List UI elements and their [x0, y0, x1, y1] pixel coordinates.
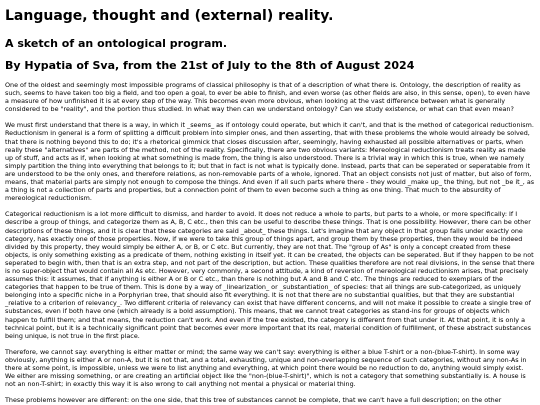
body-paragraph: Therefore, we cannot say: everything is either matter or mind; the same way we can't say: everything is either a blue T-shirt or a non-(blue-T-shirt). In some way obviously, anything is either A or non-A, but it is not that, and a total, exhausting, unique and non-overlapping sequence of such categories, without any non-As in there at some point, is impossible, unless we were to list anything and everything, at which point there would be no reduction to do, anything would simply exist. We either are missing something, or are creating an artificial object like the "non-(blue-T-shirt)", which is not a category that something substantially is. A house is not an non-T-shirt; in exactly this way it is also wrong to call anything not mental a physical or material thing. [5, 347, 527, 389]
body-paragraph: One of the oldest and seemingly most impossible programs of classical philosophy is that of a description of what there is. Ontology, the description of reality as such, seems to have taken too big a field, and too open a goal, to ever be able to finish, and even worse (as other fields are also, in this sense, open), to even have a measure of how unfinished it is at every step of the way. This becomes even more obvious, when looking at the vast difference between what is generally considered to be "reality", and the portion thus studied. In what way then can we understand ontology? Can we study existence, or what can that even mean? [5, 81, 530, 114]
body-paragraph: These problems however are different: on the one side, that this tree of substances cannot be complete, that we can't have a full description; on the other [5, 396, 502, 405]
document-byline: By Hypatia of Sva, from the 21st of July to the 8th of August 2024 [5, 59, 415, 72]
body-paragraph: Categorical reductionism is a lot more difficult to dismiss, and harder to avoid. It does not reduce a whole to parts, but parts to a whole, or more specifically: If I describe a group of things, and categorize them as A, B, C etc., then this can be useful to describe these things. That is one possibility. However, there can be other descriptions of these things, and it is clear that these categories are said _about_ these things. Let's imagine that any object in that group falls under exactly one category, has exactly one of those properties. Now, if we were to take this group of things apart, and group them by these properties, then they would be indeed divided by this property, they would simply be either A, or B, or C etc. But currently, they are not that. The "group of As" is only a concept created from these objects, is only something existing as a predicate of them, nothing existing in itself yet. It can be created, the objects can be seperated. But if they happen to be not seperated to begin with, then that is an extra step, and not part of the description, but action. These qualities therefore are not real divisions, in the sense that there is no super-object that would contain all As etc. However, very commonly, a second attitude, a kind of reversion of mereological reductionism arises, that precisely assumes this: it assumes, that if anything is either A or B or C etc., than there is nothing but A and B and C etc. The things are reduced to exemplars of the categories that happen to be true of them. This is done by a way of _linearization_ or _substantiation_ of species: that all things are sub-categorized, as uniquely belonging into a specific niche in a Porphyrian tree, that should also fit everything. It is not that there are no substantial qualities, but that they are substantial _relative to a criterion of relevancy_. Two different criteria of relevancy can exist that have different concerns, and will not make it possible to create a single tree of substances, even if both have one (which already is a bold assumption). This means, that we cannot treat categories as stand-ins for groups of objects which happen to fulfill them; and that means, the reduction can't work. And even if the tree existed, the category is different from that under it. At that point, it is only a technical point, but it is a technically significant point that becomes ever more important that its real, material condition of fulfillment, of these abstract substances being unique, is not true in the first place. [5, 210, 535, 340]
document-title: Language, thought and (external) reality. [5, 8, 334, 24]
document-page [5, 8, 535, 404]
document-subtitle: A sketch of an ontological program. [5, 37, 228, 50]
body-paragraph: We must first understand that there is a way, in which it _seems_ as if ontology could operate, but which it can't, and that is the method of categorical reductionism. Reductionism in general is a form of splitting a difficult problem into simpler ones, and then asserting, that with these problems the whole would already be solved, that there is nothing beyond this to do; it's a rhetorical gimmick that closes discussion after, seemingly, having exhausted all possible alternatives or parts, when really these "alternatives" are parts of the method, not of the reality. Specifically, there are two obvious variants: Mereological reductionism treats reality as made up of stuff, and acts as if, when looking at what something is made from, the thing is also understood. There is a trivial way in which this is true, when we namely simply partition the thing into everything that belongs to it; but that in fact is not what is typically done. Instead, parts that can be seperated or seperatable from it are understood to be the only ones, and therefore relations, as non-removable parts of a whole, ignored. That an object consists not just of matter, but also of form, means, that material parts are simply not enough to compose the things. And even if all such parts where there - they would _make up_ the thing, but not _be it_, as a thing is not a collection of parts and properties, but a connection point of them to even become such a thing as one thing. That much to the absurdity of mereological reductionism. [5, 121, 535, 203]
